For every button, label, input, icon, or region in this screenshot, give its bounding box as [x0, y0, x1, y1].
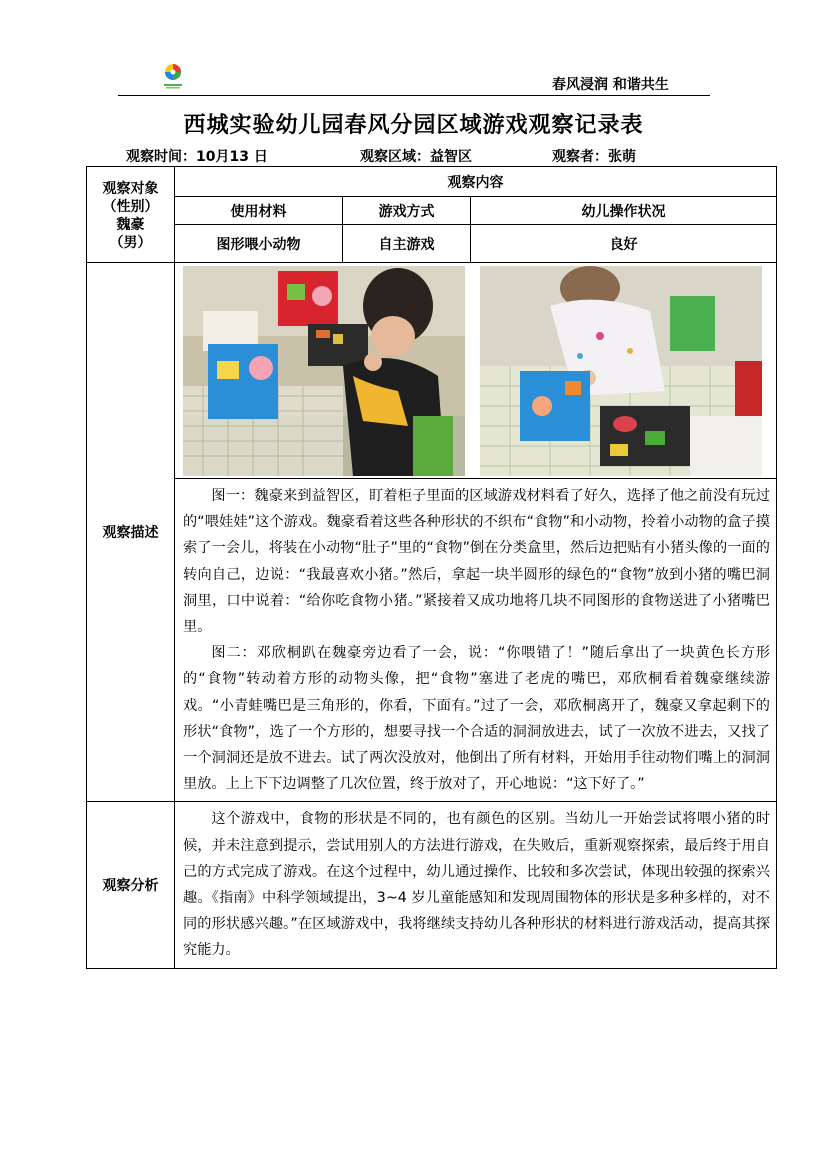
description-paragraph-1: 图一：魏豪来到益智区，盯着柜子里面的区域游戏材料看了好久，选择了他之前没有玩过的“喂娃娃”这个游戏。魏豪看着这些各种形状的不织布“食物”和小动物，拎着小动物的盒子摸索了一会儿，将装在小动物“肚子”里的“食物”倒在分类盒里，然后边把贴有小猪头像的一面的转向自己，边说：“我最喜欢小猪。”然后，拿起一块半圆形的绿色的“食物”放到小猪的嘴巴洞洞里，口中说着：“给你吃食物小猪。”紧接着又成功地将几块不同图形的食物送进了小猪嘴巴里。	[183, 488, 770, 636]
analysis-paragraph-1: 这个游戏中，食物的形状是不同的，也有颜色的区别。当幼儿一开始尝试将喂小猪的时候，并未注意到提示，尝试用别人的方法进行游戏，在失败后，重新观察探索，最后终于用自己的方式完成了游戏。在这个过程中，幼儿通过操作、比较和多次尝试，体现出较强的探索兴趣。《指南》中科学领域提出，3~4 岁儿童能感知和发现周围物体的形状是多种多样的，对不同的形状感兴趣。”在区域游戏中，我将继续支持幼儿各种形状的材料进行游戏活动，提高其探究能力。	[183, 811, 770, 959]
analysis-label: 观察分析	[87, 802, 175, 968]
subject-header-line1: 观察对象	[102, 180, 159, 197]
analysis-text	[175, 802, 777, 968]
subject-header-line2: （性别）	[102, 198, 159, 215]
col-material-header: 使用材料	[175, 197, 343, 225]
kindergarten-logo-icon	[160, 62, 186, 90]
observer-name: 观察者：张萌	[552, 149, 636, 165]
content-header: 观察内容	[175, 167, 777, 197]
photo-one	[183, 266, 465, 476]
photo-cell	[175, 263, 777, 479]
description-text	[175, 479, 777, 802]
material-value: 图形喂小动物	[175, 225, 343, 263]
subject-name: 魏豪	[116, 216, 145, 233]
photo-two	[480, 266, 762, 476]
status-value: 良好	[471, 225, 777, 263]
observation-table	[86, 166, 777, 969]
col-status-header: 幼儿操作状况	[471, 197, 777, 225]
observation-area: 观察区域：益智区	[360, 149, 472, 165]
subject-gender: （男）	[109, 234, 152, 251]
col-method-header: 游戏方式	[343, 197, 471, 225]
method-value: 自主游戏	[343, 225, 471, 263]
description-label: 观察描述	[87, 263, 175, 802]
description-paragraph-2: 图二：邓欣桐趴在魏豪旁边看了一会，说：“你喂错了！”随后拿出了一块黄色长方形的“食物”转动着方形的动物头像，把“食物”塞进了老虎的嘴巴，邓欣桐看着魏豪继续游戏。“小青蛙嘴巴是三角形的，你看，下面有。”过了一会，邓欣桐离开了，魏豪又拿起剩下的形状“食物”，选了一个方形的，想要寻找一个合适的洞洞放进去，试了一次放不进去，又找了一个洞洞还是放不进去。试了两次没放对，他倒出了所有材料，开始用手往动物们嘴上的洞洞里放。上上下下边调整了几次位置，终于放对了，开心地说：“这下好了。”	[183, 645, 770, 793]
header-divider	[118, 95, 710, 96]
document-title: 西城实验幼儿园春风分园区域游戏观察记录表	[183, 113, 644, 138]
observation-time: 观察时间：10月13 日	[126, 149, 268, 165]
header-motto: 春风浸润 和谐共生	[552, 77, 669, 93]
subject-cell	[87, 167, 175, 263]
